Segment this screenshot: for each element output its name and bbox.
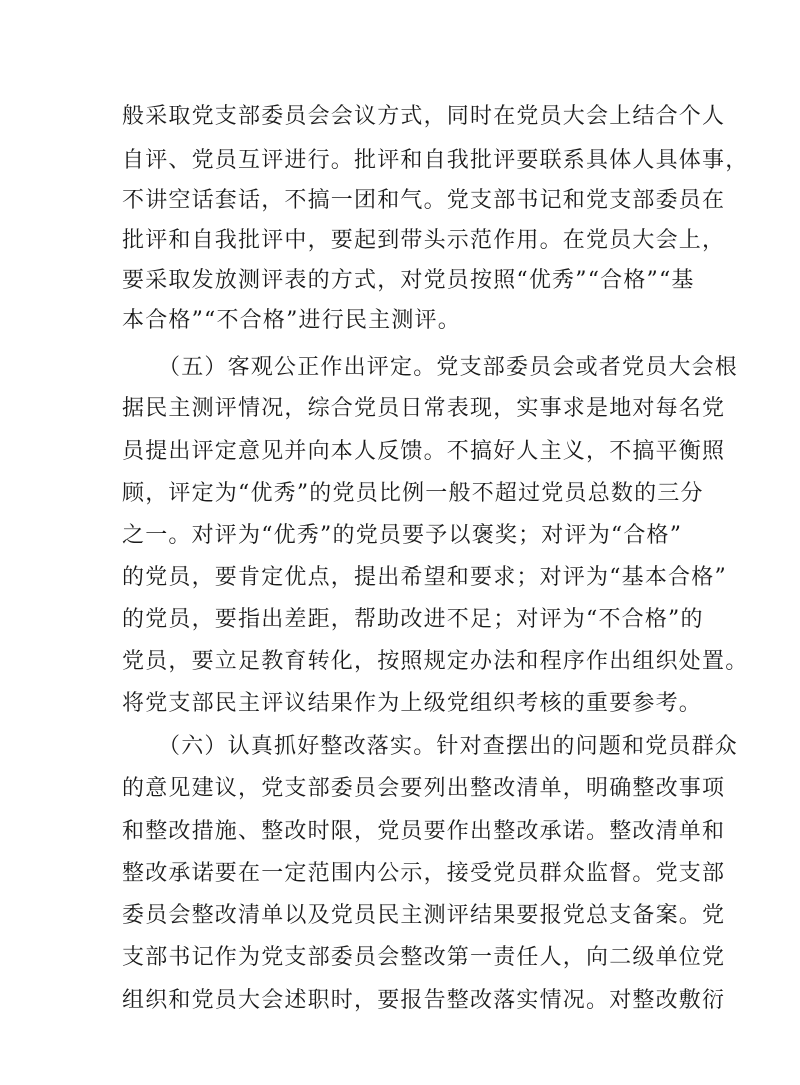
paragraph-2-line-8: 党员，要立足教育转化，按照规定办法和程序作出组织处置。 xyxy=(122,649,749,674)
paragraph-2-line-4: 顾，评定为“优秀”的党员比例一般不超过党员总数的三分 xyxy=(122,481,704,506)
paragraph-2-line-3: 员提出评定意见并向本人反馈。不搞好人主义，不搞平衡照 xyxy=(122,439,726,464)
paragraph-2-line-5: 之一。对评为“优秀”的党员要予以褒奖；对评为“合格” xyxy=(122,523,683,548)
paragraph-1-line-2: 自评、党员互评进行。批评和自我批评要联系具体人具体事， xyxy=(122,148,749,173)
paragraph-1-line-4: 批评和自我批评中，要起到带头示范作用。在党员大会上， xyxy=(122,228,726,253)
paragraph-3-line-2: 的意见建议，党支部委员会要列出整改清单，明确整改事项 xyxy=(122,776,726,801)
paragraph-3-line-6: 支部书记作为党支部委员会整改第一责任人，向二级单位党 xyxy=(122,945,726,970)
paragraph-1-line-1: 般采取党支部委员会会议方式，同时在党员大会上结合个人 xyxy=(122,104,726,129)
paragraph-2-line-9: 将党支部民主评议结果作为上级党组织考核的重要参考。 xyxy=(122,691,703,716)
paragraph-3-line-1: （六）认真抓好整改落实。针对查摆出的问题和党员群众 xyxy=(158,734,739,759)
paragraph-2-line-7: 的党员，要指出差距，帮助改进不足；对评为“不合格”的 xyxy=(122,607,704,632)
paragraph-1-line-5: 要采取发放测评表的方式，对党员按照“优秀”“合格”“基 xyxy=(122,268,695,293)
paragraph-3-line-4: 整改承诺要在一定范围内公示，接受党员群众监督。党支部 xyxy=(122,861,726,886)
paragraph-3-line-5: 委员会整改清单以及党员民主测评结果要报党总支备案。党 xyxy=(122,903,726,928)
paragraph-3-line-7: 组织和党员大会述职时，要报告整改落实情况。对整改敷衍 xyxy=(122,988,726,1013)
paragraph-2-line-1: （五）客观公正作出评定。党支部委员会或者党员大会根 xyxy=(158,355,739,380)
paragraph-2-line-2: 据民主测评情况，综合党员日常表现，实事求是地对每名党 xyxy=(122,396,726,421)
paragraph-2-line-6: 的党员，要肯定优点，提出希望和要求；对评为“基本合格” xyxy=(122,565,727,590)
paragraph-1-line-6: 本合格”“不合格”进行民主测评。 xyxy=(122,308,461,333)
paragraph-1-line-3: 不讲空话套话，不搞一团和气。党支部书记和党支部委员在 xyxy=(122,188,726,213)
paragraph-3-line-3: 和整改措施、整改时限，党员要作出整改承诺。整改清单和 xyxy=(122,819,726,844)
